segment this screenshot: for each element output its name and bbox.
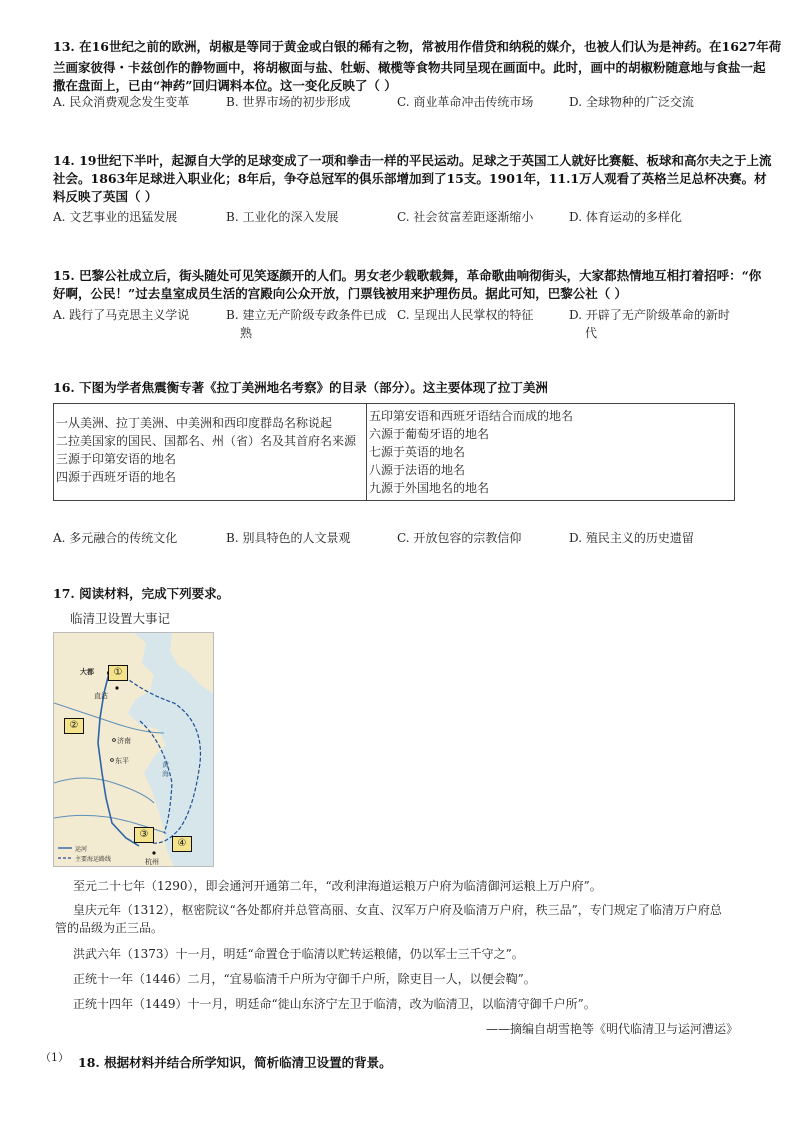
map-marker-2: ②	[64, 718, 84, 734]
q16-option-b[interactable]: B. 别具特色的人文景观	[226, 531, 351, 545]
q17-caption: 临清卫设置大事记	[70, 611, 171, 626]
q14-option-c[interactable]: C. 社会贫富差距逐渐缩小	[397, 210, 534, 224]
q13-option-b[interactable]: B. 世界市场的初步形成	[226, 95, 351, 109]
toc-entry: 五印第安语和西班牙语结合而成的地名	[369, 409, 574, 423]
toc-entry: 一从美洲、拉丁美洲、中美洲和西印度群岛名称说起	[56, 416, 333, 430]
q15-option-d-cont: 代	[585, 326, 598, 340]
map-marker-3: ③	[134, 827, 154, 843]
q14-option-a[interactable]: A. 文艺事业的迅猛发展	[53, 210, 178, 224]
q13-option-c[interactable]: C. 商业革命冲击传统市场	[397, 95, 534, 109]
toc-right-column	[367, 404, 735, 501]
event-1449: 正统十四年（1449）十一月，明廷命“徙山东济宁左卫于临清，改为临清卫，以临清守御千户所”。	[73, 997, 596, 1011]
q14-option-b[interactable]: B. 工业化的深入发展	[226, 210, 339, 224]
toc-entry: 四源于西班牙语的地名	[56, 470, 177, 484]
canal-map	[53, 632, 214, 867]
q15-stem-line2: 好啊，公民！”过去皇室成员生活的宫殿向公众开放，门票钱被用来护理伤员。据此可知，巴黎公社（ ）	[53, 286, 628, 301]
q16-option-c[interactable]: C. 开放包容的宗教信仰	[397, 531, 522, 545]
q15-option-d[interactable]: D. 开辟了无产阶级革命的新时	[569, 308, 730, 322]
q14-stem-line2: 社会。1863年足球进入职业化；8年后，争夺总冠军的俱乐部增加到了15支。1901年，11.1万人观看了英格兰足总杯决赛。材	[53, 171, 767, 186]
toc-left-column	[54, 404, 367, 501]
q14-stem-line1: 14. 19世纪下半叶，起源自大学的足球变成了一项和拳击一样的平民运动。足球之于英国工人就好比赛艇、板球和高尔夫之于上流	[53, 153, 772, 168]
q15-option-b[interactable]: B. 建立无产阶级专政条件已成	[226, 308, 387, 322]
q14-option-d[interactable]: D. 体育运动的多样化	[569, 210, 682, 224]
q15-option-a[interactable]: A. 践行了马克思主义学说	[53, 308, 190, 322]
q16-option-d[interactable]: D. 殖民主义的历史遗留	[569, 531, 694, 545]
material-source: ——摘编自胡雪艳等《明代临清卫与运河漕运》	[485, 1022, 738, 1036]
event-1373: 洪武六年（1373）十一月，明廷“命置仓于临清以贮转运粮储，仍以军士三千守之”。	[73, 947, 524, 961]
toc-entry: 三源于印第安语的地名	[56, 452, 177, 466]
map-label-zhigu: 直沽	[94, 692, 108, 700]
q13-stem-line2: 兰画家彼得・卡兹创作的静物画中，将胡椒面与盐、牡蛎、橄榄等食物共同呈现在画面中。此时，画中的胡椒粉随意地与食盐一起	[53, 60, 766, 75]
map-label-jinan: 济南	[117, 737, 131, 745]
q13-option-d[interactable]: D. 全球物种的广泛交流	[569, 95, 694, 109]
q15-stem-line1: 15. 巴黎公社成立后，街头随处可见笑逐颜开的人们。男女老少载歌载舞，革命歌曲响彻街头，大家都热情地互相打着招呼：“你	[53, 268, 762, 283]
sub-question-number: （1）	[40, 1051, 69, 1064]
legend-canal: 运河	[75, 846, 88, 853]
map-label-dongping: 东平	[115, 757, 129, 765]
q14-stem-line3: 料反映了英国（ ）	[53, 189, 158, 204]
q13-stem-line3: 撒在盘面上，已由“神药”回归调料本位。这一变化反映了（ ）	[53, 78, 397, 93]
toc-entry: 九源于外国地名的地名	[369, 481, 490, 495]
q15-option-b-cont: 熟	[240, 326, 253, 340]
q16-option-a[interactable]: A. 多元融合的传统文化	[53, 531, 178, 545]
q17-stem: 17. 阅读材料，完成下列要求。	[53, 586, 230, 601]
map-marker-1: ①	[108, 665, 128, 681]
toc-entry: 八源于法语的地名	[369, 463, 466, 477]
map-label-hangzhou: 杭州	[145, 858, 159, 866]
toc-entry: 二拉美国家的国民、国都名、州（省）名及其首府名来源	[56, 434, 357, 448]
event-1446: 正统十一年（1446）二月，“宜易临清千户所为守御千户所，除吏目一人，以便会鞫”。	[73, 972, 536, 986]
q13-option-a[interactable]: A. 民众消费观念发生变革	[53, 95, 190, 109]
q16-stem: 16. 下图为学者焦震衡专著《拉丁美洲地名考察》的目录（部分）。这主要体现了拉丁美洲	[53, 380, 548, 395]
event-1312-line1: 皇庆元年（1312），枢密院议“各处都府并总管高丽、女直、汉军万户府及临清万户府，秩三品”，专门规定了临清万户府总	[73, 903, 722, 917]
map-label-dadu: 大都	[80, 668, 94, 676]
q15-option-c[interactable]: C. 呈现出人民掌权的特征	[397, 308, 534, 322]
toc-entry: 七源于英语的地名	[369, 445, 466, 459]
map-marker-4: ④	[172, 836, 192, 852]
toc-table	[53, 403, 735, 501]
event-1312-line2: 管的品级为正三品。	[55, 921, 164, 935]
legend-sea-route: 主要海运路线	[75, 856, 112, 863]
q13-stem-line1: 13. 在16世纪之前的欧洲，胡椒是等同于黄金或白银的稀有之物，常被用作借贷和纳税的媒介，也被人们认为是神药。在1627年荷	[53, 39, 782, 54]
q18-stem: 18. 根据材料并结合所学知识，简析临清卫设置的背景。	[78, 1055, 392, 1070]
toc-entry: 六源于葡萄牙语的地名	[369, 427, 490, 441]
map-sea-label: 黄海	[162, 761, 169, 778]
event-1290: 至元二十七年（1290），即会通河开通第二年，“改利津海道运粮万户府为临清御河运粮上万户府”。	[73, 879, 602, 893]
